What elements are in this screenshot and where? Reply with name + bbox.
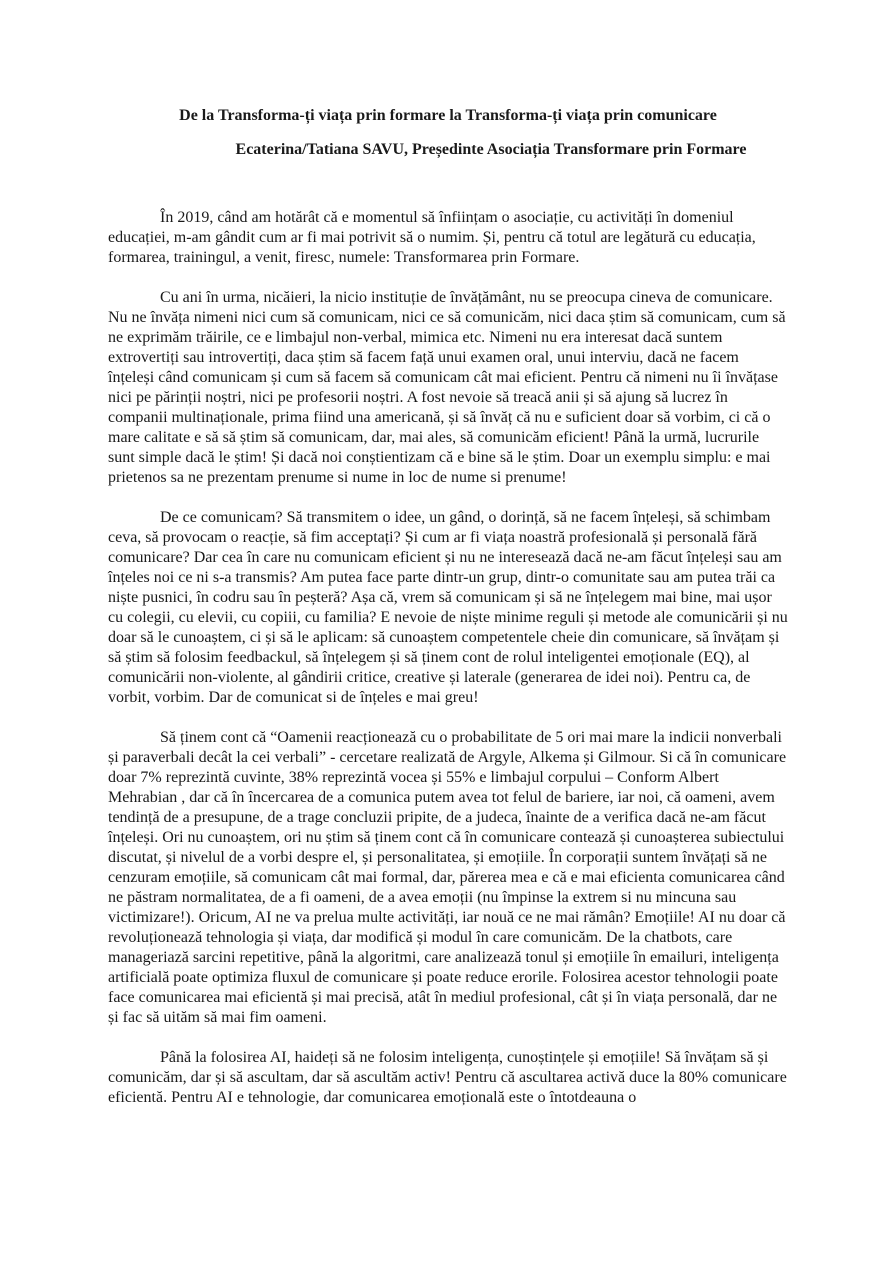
paragraph-why-communicate: De ce comunicam? Să transmitem o idee, un gând, o dorință, să ne facem înțeleși, să schimbam ceva, să provocam o reacție, să fim acceptați? Și cum ar fi viața noastră profesională și personală fără comunicare? Dar cea în care nu comunicam eficient și nu ne interesează dacă ne-am făcut înțeleși sau am înțeles noi ce ni s-a transmis? Am putea face parte dintr-un grup, dintr-o comunitate sau am putea trăi ca niște pusnici, în codru sau în peșteră? Așa că, vrem să comunicam și să ne înțelegem mai bine, mai ușor cu colegii, cu elevii, cu copiii, cu familia? E nevoie de niște minime reguli și metode ale comunicării și nu doar să le cunoaștem, ci și să le aplicam: să cunoaștem competentele cheie din comunicare, să învățam și să știm să folosim feedbackul, să înțelegem și să ținem cont de rolul inteligentei emoționale (EQ), al comunicării non-violente, al gândirii critice, creative și laterale (generarea de idei noi). Pentru ca, de vorbit, vorbim. Dar de comunicat si de înțeles e mai greu! — [108, 509, 788, 706]
paragraph-history: Cu ani în urma, nicăieri, la nicio instituție de învățământ, nu se preocupa cineva de comunicare. Nu ne învăța nimeni nici cum să comunicam, nici ce să comunicăm, nici daca știm să comunicam, cum să ne exprimăm trăirile, ce e limbajul non-verbal, mimica etc. Nimeni nu era interesat dacă suntem extrovertiți sau introvertiți, daca știm să facem față unui examen oral, unui interviu, dacă ne facem înțeleși când comunicam și cum să facem să comunicam cât mai eficient. Pentru că nimeni nu îi învățase nici pe părinții noștri, nici pe profesorii noștri. A fost nevoie să treacă anii și să ajung să lucrez în companii multinaționale, prima fiind una americană, și să învăț că nu e suficient doar să vorbim, ci că o mare calitate e să să știm să comunicam, dar, mai ales, să comunicăm eficient! Până la urmă, lucrurile sunt simple dacă le știm! Și dacă noi conștientizam că e bine să le știm. Doar un exemplu simplu: e mai prietenos sa ne prezentam prenume si nume in loc de nume si prenume! — [108, 289, 786, 486]
document-title: De la Transforma-ți viața prin formare la Transforma-ți viața prin comunicare — [179, 107, 717, 124]
document-content — [108, 106, 788, 1128]
paragraph-research-ai: Să ținem cont că “Oamenii reacționează cu o probabilitate de 5 ori mai mare la indicii nonverbali și paraverbali decât la cei verbali” - cercetare realizată de Argyle, Alkema și Gilmour. Si că în comunicare doar 7% reprezintă cuvinte, 38% reprezintă vocea și 55% e limbajul corpului – Conform Albert Mehrabian , dar că în încercarea de a comunica putem avea tot felul de bariere, iar noi, că oameni, avem tendință de a presupune, de a trage concluzii pripite, de a judeca, înainte de a verifica dacă ne-am făcut înțeleși. Ori nu cunoaștem, ori nu știm să ținem cont că în comunicare contează și cunoașterea subiectului discutat, și nivelul de a vorbi despre el, și personalitatea, și emoțiile. În corporații suntem învățați să ne cenzuram emoțiile, să comunicam cât mai formal, dar, părerea mea e că e mai eficienta comunicarea când ne păstram normalitatea, de a fi oameni, de a avea emoții (nu împinse la extrem si nu mincuna sau victimizare!). Oricum, AI ne va prelua multe activități, iar nouă ce ne mai rămân? Emoțiile! AI nu doar că revoluționează tehnologia și viața, dar modifică și modul în care comunicăm. De la chatbots, care manageriază sarcini repetitive, până la algoritmi, care analizează tonul și emoțiile în emailuri, inteligența artificială poate optimiza fluxul de comunicare și poate reduce erorile. Folosirea acestor tehnologii poate face comunicarea mai eficientă și mai precisă, atât în mediul profesional, cât și în viața personală, dar ne și fac să uităm să mai fim oameni. — [108, 729, 787, 1026]
paragraph-conclusion: Până la folosirea AI, haideți să ne folosim inteligența, cunoștințele și emoțiile! Să învățam să și comunicăm, dar și să ascultam, dar să ascultăm activ! Pentru că ascultarea activă duce la 80% comunicare eficientă. Pentru AI e tehnologie, dar comunicarea emoțională este o întotdeauna o — [108, 1049, 787, 1106]
paragraph-intro: În 2019, când am hotărât că e momentul să înființam o asociație, cu activități în domeniul educației, m-am gândit cum ar fi mai potrivit să o numim. Și, pentru că totul are legătură cu educația, formarea, trainingul, a venit, firesc, numele: Transformarea prin Formare. — [108, 209, 756, 266]
document-byline: Ecaterina/Tatiana SAVU, Președinte Asociația Transformare prin Formare — [235, 141, 747, 158]
